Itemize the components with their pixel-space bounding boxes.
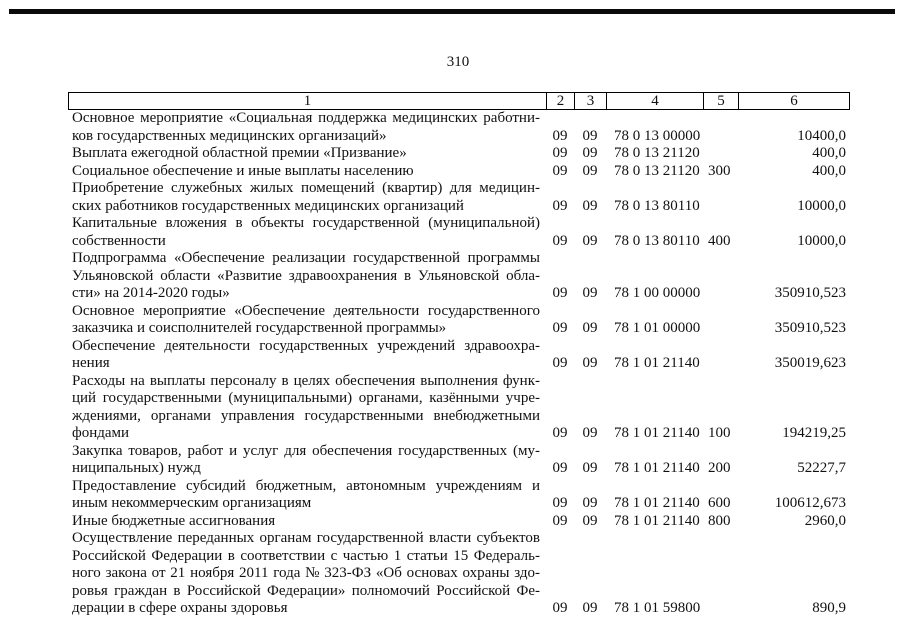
expense-type-code: 100 (708, 425, 731, 441)
item-name-line: Закупка товаров, работ и услуг для обеспечения государственных (му- (72, 442, 540, 459)
header-cell-6: 6 (738, 93, 849, 109)
target-article-code: 78 1 01 21140 (614, 355, 700, 371)
item-name-line: Выплата ежегодной областной премии «Призвание» (72, 145, 407, 161)
item-name (68, 513, 546, 531)
expense-type-code: 200 (708, 460, 731, 476)
table-row (68, 180, 850, 215)
item-name-line: Приобретение служебных жилых помещений (квартир) для медицин- (72, 180, 540, 196)
target-article-code: 78 0 13 00000 (614, 127, 701, 144)
target-article-code: 78 0 13 80110 (614, 232, 700, 249)
item-name (68, 443, 546, 478)
item-name-line: заказчика и соисполнителей государственной программы» (72, 320, 447, 336)
subsection-code: 09 (582, 197, 598, 214)
budget-table (68, 92, 850, 618)
item-name (68, 530, 546, 618)
subsection-code: 09 (582, 600, 598, 616)
expense-type-code (703, 320, 738, 338)
item-name-line: Капитальные вложения в объекты государственной (муниципальной) (72, 215, 540, 231)
amount: 890,9 (812, 600, 846, 616)
subsection-code: 09 (582, 460, 598, 476)
item-name (68, 180, 546, 215)
table-row (68, 250, 850, 303)
item-name-line: фондами (72, 425, 130, 441)
item-name (68, 373, 546, 443)
amount: 2960,0 (804, 512, 846, 529)
section-code: 09 (552, 600, 568, 616)
header-cell-1: 1 (303, 93, 312, 109)
table-row (68, 163, 850, 181)
item-name (68, 145, 546, 163)
amount: 350910,523 (774, 285, 846, 301)
table-row (68, 443, 850, 478)
amount: 400,0 (812, 162, 846, 179)
table-row (68, 513, 850, 531)
item-name (68, 163, 546, 181)
table-row (68, 215, 850, 250)
target-article-code: 78 1 01 21140 (614, 512, 700, 529)
item-name (68, 478, 546, 513)
item-name-line: ждениями, органами управления государственными внебюджетными (72, 407, 540, 424)
item-name-line: иным некоммерческим организациям (72, 495, 312, 511)
section-code: 09 (552, 145, 568, 161)
target-article-code: 78 0 13 21120 (614, 162, 700, 179)
table-row (68, 530, 850, 618)
subsection-code: 09 (582, 320, 598, 336)
subsection-code: 09 (582, 232, 598, 249)
table-row (68, 303, 850, 338)
target-article-code: 78 0 13 21120 (614, 145, 700, 161)
expense-type-code: 400 (708, 232, 731, 249)
section-code: 09 (552, 162, 568, 179)
table-row (68, 373, 850, 443)
item-name-line: нения (72, 355, 110, 371)
item-name-line: Иные бюджетные ассигнования (72, 512, 276, 529)
item-name-line: Подпрограмма «Обеспечение реализации государственной программы (72, 250, 540, 266)
expense-type-code: 800 (708, 512, 731, 529)
header-cell-5: 5 (703, 93, 738, 109)
target-article-code: 78 1 01 21140 (614, 495, 700, 511)
amount: 10000,0 (797, 197, 846, 214)
section-code: 09 (552, 320, 568, 336)
header-cell-3: 3 (574, 93, 606, 109)
item-name-line: ниципальных) нужд (72, 460, 201, 476)
table-row (68, 110, 850, 145)
item-name-line: собственности (72, 232, 166, 249)
expense-type-code: 600 (708, 495, 731, 511)
item-name (68, 303, 546, 338)
item-name-line: ровья граждан в Российской Федерации» полномочий Российской Фе- (72, 582, 540, 599)
subsection-code: 09 (582, 145, 598, 161)
item-name-line: ций государственными (муниципальными) органами, казёнными учре- (72, 390, 540, 406)
subsection-code: 09 (582, 495, 598, 511)
item-name-line: сти» на 2014-2020 годы» (72, 285, 230, 301)
amount: 350019,623 (774, 355, 846, 371)
section-code: 09 (552, 425, 568, 441)
section-code: 09 (552, 197, 568, 214)
target-article-code: 78 1 01 21140 (614, 425, 700, 441)
item-name-line: Основное мероприятие «Социальная поддержка медицинских работни- (72, 110, 540, 126)
target-article-code: 78 1 01 21140 (614, 460, 700, 476)
target-article-code: 78 1 00 00000 (614, 285, 701, 301)
item-name-line: Социальное обеспечение и иные выплаты населению (72, 162, 414, 179)
expense-type-code (703, 128, 738, 146)
target-article-code: 78 0 13 80110 (614, 197, 700, 214)
section-code: 09 (552, 355, 568, 371)
item-name-line: Расходы на выплаты персоналу в целях обеспечения выполнения функ- (72, 372, 540, 389)
item-name (68, 250, 546, 303)
amount: 10000,0 (797, 232, 846, 249)
header-cell-2: 2 (546, 93, 574, 109)
expense-type-code (703, 600, 738, 618)
item-name-line: дерации в сфере охраны здоровья (72, 600, 288, 616)
expense-type-code: 300 (708, 162, 731, 179)
item-name-line: Российской Федерации в соответствии с частью 1 статьи 15 Федераль- (72, 547, 540, 564)
section-code: 09 (552, 495, 568, 511)
section-code: 09 (552, 512, 568, 529)
amount: 350910,523 (774, 320, 846, 336)
amount: 400,0 (812, 145, 846, 161)
expense-type-code (703, 198, 738, 216)
section-code: 09 (552, 232, 568, 249)
item-name-line: Основное мероприятие «Обеспечение деятельности государственного (72, 302, 540, 319)
subsection-code: 09 (582, 512, 598, 529)
amount: 100612,673 (774, 495, 846, 511)
page-number: 310 (446, 54, 470, 70)
expense-type-code (703, 285, 738, 303)
table-row (68, 145, 850, 163)
header-cell-4: 4 (606, 93, 703, 109)
table-row (68, 338, 850, 373)
item-name-line: Предоставление субсидий бюджетным, автономным учреждениям и (72, 477, 540, 494)
table-header (68, 92, 850, 110)
item-name (68, 215, 546, 250)
subsection-code: 09 (582, 425, 598, 441)
subsection-code: 09 (582, 355, 598, 371)
table-row (68, 478, 850, 513)
section-code: 09 (552, 285, 568, 301)
section-code: 09 (552, 127, 568, 144)
subsection-code: 09 (582, 162, 598, 179)
item-name (68, 110, 546, 145)
amount: 10400,0 (797, 127, 846, 144)
amount: 52227,7 (797, 460, 846, 476)
item-name-line: Осуществление переданных органам государственной власти субъектов (72, 530, 540, 546)
item-name-line: ских работников государственных медицинских организаций (72, 197, 464, 214)
item-name-line: ков государственных медицинских организаций» (72, 127, 387, 144)
subsection-code: 09 (582, 127, 598, 144)
expense-type-code (703, 145, 738, 163)
item-name-line: Ульяновской области «Развитие здравоохранения в Ульяновской обла- (72, 267, 540, 284)
section-code: 09 (552, 460, 568, 476)
item-name-line: ного закона от 21 ноября 2011 года № 323-ФЗ «Об основах охраны здо- (72, 565, 540, 581)
item-name (68, 338, 546, 373)
subsection-code: 09 (582, 285, 598, 301)
expense-type-code (703, 355, 738, 373)
item-name-line: Обеспечение деятельности государственных учреждений здравоохра- (72, 337, 540, 354)
target-article-code: 78 1 01 00000 (614, 320, 701, 336)
amount: 194219,25 (782, 425, 846, 441)
top-rule (9, 9, 895, 14)
target-article-code: 78 1 01 59800 (614, 600, 701, 616)
